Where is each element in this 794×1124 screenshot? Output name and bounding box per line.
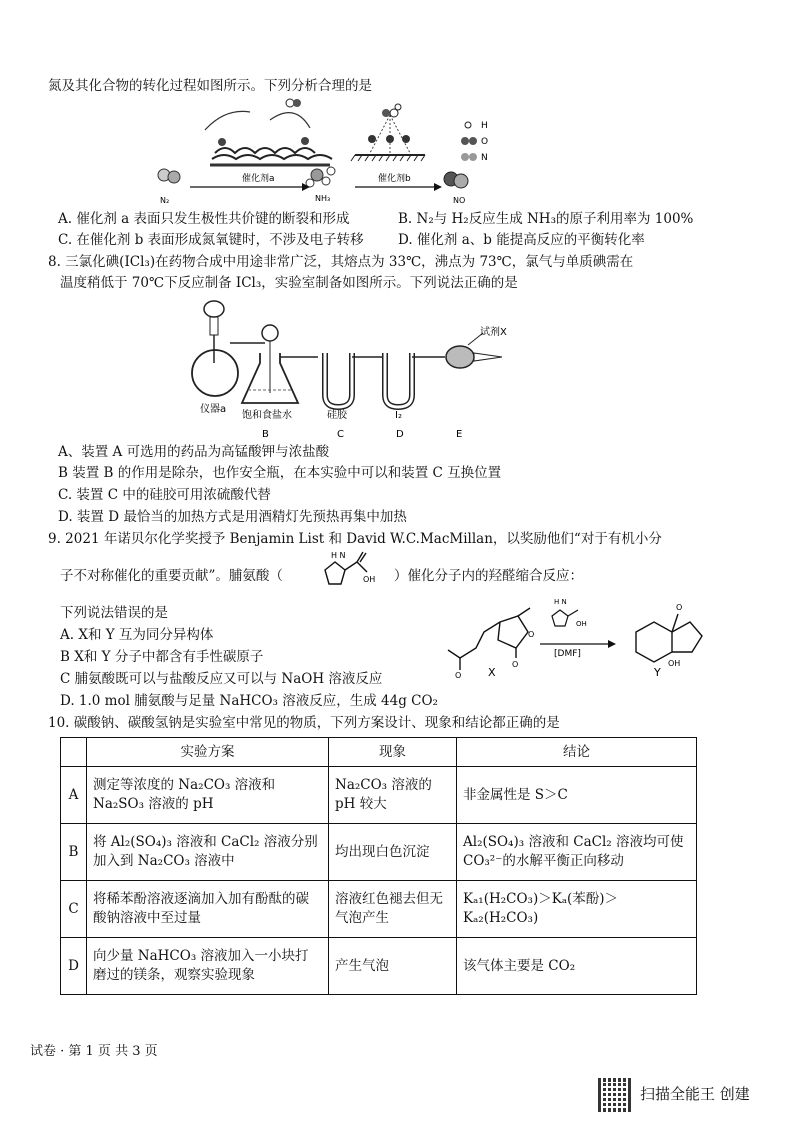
q8-apparatus-diagram: [190, 295, 530, 445]
catalyst-a-illustration: [205, 99, 332, 165]
apparatus-a: [192, 301, 265, 396]
q8-stem-line2: 温度稍低于 70℃下反应制备 ICl₃，实验室制备如图所示。下列说法正确的是: [60, 275, 518, 291]
svg-text:O: O: [455, 671, 462, 680]
apparatus-b: [242, 325, 318, 403]
q9-stem-line2-post: ）催化分子内的羟醛缩合反应：: [394, 568, 583, 584]
svg-text:OH: OH: [363, 575, 376, 584]
q7-option-c: C. 在催化剂 b 表面形成氮氧键时，不涉及电子转移: [58, 232, 364, 248]
apparatus-c: [325, 353, 385, 407]
q7-stem: 氮及其化合物的转化过程如图所示。下列分析合理的是: [48, 78, 372, 94]
proline-structure: [305, 548, 395, 598]
table-row: B 将 Al₂(SO₄)₃ 溶液和 CaCl₂ 溶液分别加入到 Na₂CO₃ 溶液中 均出现白色沉淀 Al₂(SO₄)₃ 溶液和 CaCl₂ 溶液均可使 CO₃²⁻的水解平衡正向移动: [61, 824, 697, 881]
label-n2: N₂: [160, 196, 170, 205]
svg-text:H N: H N: [554, 598, 567, 606]
svg-text:H: H: [481, 121, 488, 131]
label-no: NO: [453, 196, 466, 205]
label-brine: 饱和食盐水: [242, 410, 292, 421]
q8-option-d: D. 装置 D 最恰当的加热方式是用酒精灯先预热再集中加热: [58, 509, 407, 525]
apparatus-d: [385, 353, 445, 407]
table-row: C 将稀苯酚溶液逐滴加入加有酚酞的碳酸钠溶液中至过量 溶液红色褪去但无气泡产生 Kₐ₁(H₂CO₃)＞Kₐ(苯酚)＞Kₐ₂(H₂CO₃): [61, 881, 697, 938]
q9-option-a: A. X和 Y 互为同分异构体: [60, 627, 214, 643]
label-e: E: [456, 429, 463, 440]
q7-option-b: B. N₂与 H₂反应生成 NH₃的原子利用率为 100%: [398, 211, 694, 227]
label-silica: 硅胶: [327, 410, 347, 421]
label-c: C: [337, 429, 344, 440]
q10-stem: 10. 碳酸钠、碳酸氢钠是实验室中常见的物质，下列方案设计、现象和结论都正确的是: [48, 715, 560, 731]
q9-stem-line2-pre: 子不对称催化的重要贡献”。脯氨酸（: [60, 568, 283, 584]
apparatus-e: [446, 333, 502, 368]
molecule-x: [448, 608, 534, 680]
label-y: Y: [654, 666, 661, 679]
svg-text:O: O: [528, 630, 535, 639]
svg-text:O: O: [676, 603, 683, 612]
label-apparatus-a: 仪器a: [200, 404, 227, 415]
svg-text:O: O: [481, 137, 489, 147]
proline-catalyst-small: [552, 598, 587, 628]
label-nh3: NH₃: [315, 194, 331, 203]
q9-option-d: D. 1.0 mol 脯氨酸与足量 NaHCO₃ 溶液反应，生成 44g CO₂: [60, 693, 438, 709]
page-number: 试卷 · 第 1 页 共 3 页: [30, 1044, 158, 1059]
q9-reaction-scheme: [440, 592, 720, 682]
q9-stem-line1: 9. 2021 年诺贝尔化学奖授予 Benjamin List 和 David W.C.MacMillan，以奖励他们“对于有机小分: [48, 531, 662, 547]
legend: [461, 121, 488, 163]
svg-text:N: N: [481, 153, 488, 163]
q8-option-a: A、装置 A 可选用的药品为高锰酸钾与浓盐酸: [58, 444, 330, 460]
table-row: A 测定等浓度的 Na₂CO₃ 溶液和 Na₂SO₃ 溶液的 pH Na₂CO₃ 溶液的 pH 较大 非金属性是 S＞C: [61, 767, 697, 824]
table-row: D 向少量 NaHCO₃ 溶液加入一小块打磨过的镁条，观察实验现象 产生气泡 该气体主要是 CO₂: [61, 938, 697, 995]
svg-text:O: O: [512, 660, 519, 669]
q9-option-b: B X和 Y 分子中都含有手性碳原子: [60, 649, 264, 665]
svg-text:OH: OH: [668, 659, 681, 668]
q9-sub-stem: 下列说法错误的是: [60, 605, 168, 621]
q7-reaction-diagram: [150, 95, 510, 210]
label-catalyst-a: 催化剂a: [242, 174, 275, 184]
q8-stem-line1: 8. 三氯化碘(ICl₃)在药物合成中用途非常广泛，其熔点为 33℃，沸点为 73℃，氯气与单质碘需在: [48, 254, 634, 270]
q7-option-d: D. 催化剂 a、b 能提高反应的平衡转化率: [398, 232, 645, 248]
label-b: B: [262, 429, 269, 440]
label-dmf: [DMF]: [554, 649, 581, 659]
molecule-y: [636, 603, 702, 679]
q10-table: [60, 737, 697, 995]
label-catalyst-b: 催化剂b: [378, 174, 411, 184]
q9-option-c: C 脯氨酸既可以与盐酸反应又可以与 NaOH 溶液反应: [60, 671, 383, 687]
catalyst-b-illustration: [351, 104, 425, 161]
scanner-watermark: 扫描全能王 创建: [640, 1085, 750, 1103]
label-iodine: I₂: [395, 410, 402, 421]
label-x: X: [488, 666, 496, 679]
q7-option-a: A. 催化剂 a 表面只发生极性共价键的断裂和形成: [58, 211, 350, 227]
label-reagent-x: 试剂X: [480, 327, 507, 338]
qr-code-icon: [598, 1078, 632, 1112]
label-d: D: [396, 429, 404, 440]
table-header: 实验方案 现象 结论: [61, 738, 697, 767]
svg-text:OH: OH: [576, 620, 587, 628]
q8-option-b: B 装置 B 的作用是除杂，也作安全瓶，在本实验中可以和装置 C 互换位置: [58, 465, 502, 481]
q8-option-c: C. 装置 C 中的硅胶可用浓硫酸代替: [58, 487, 271, 503]
svg-text:H N: H N: [331, 551, 346, 560]
